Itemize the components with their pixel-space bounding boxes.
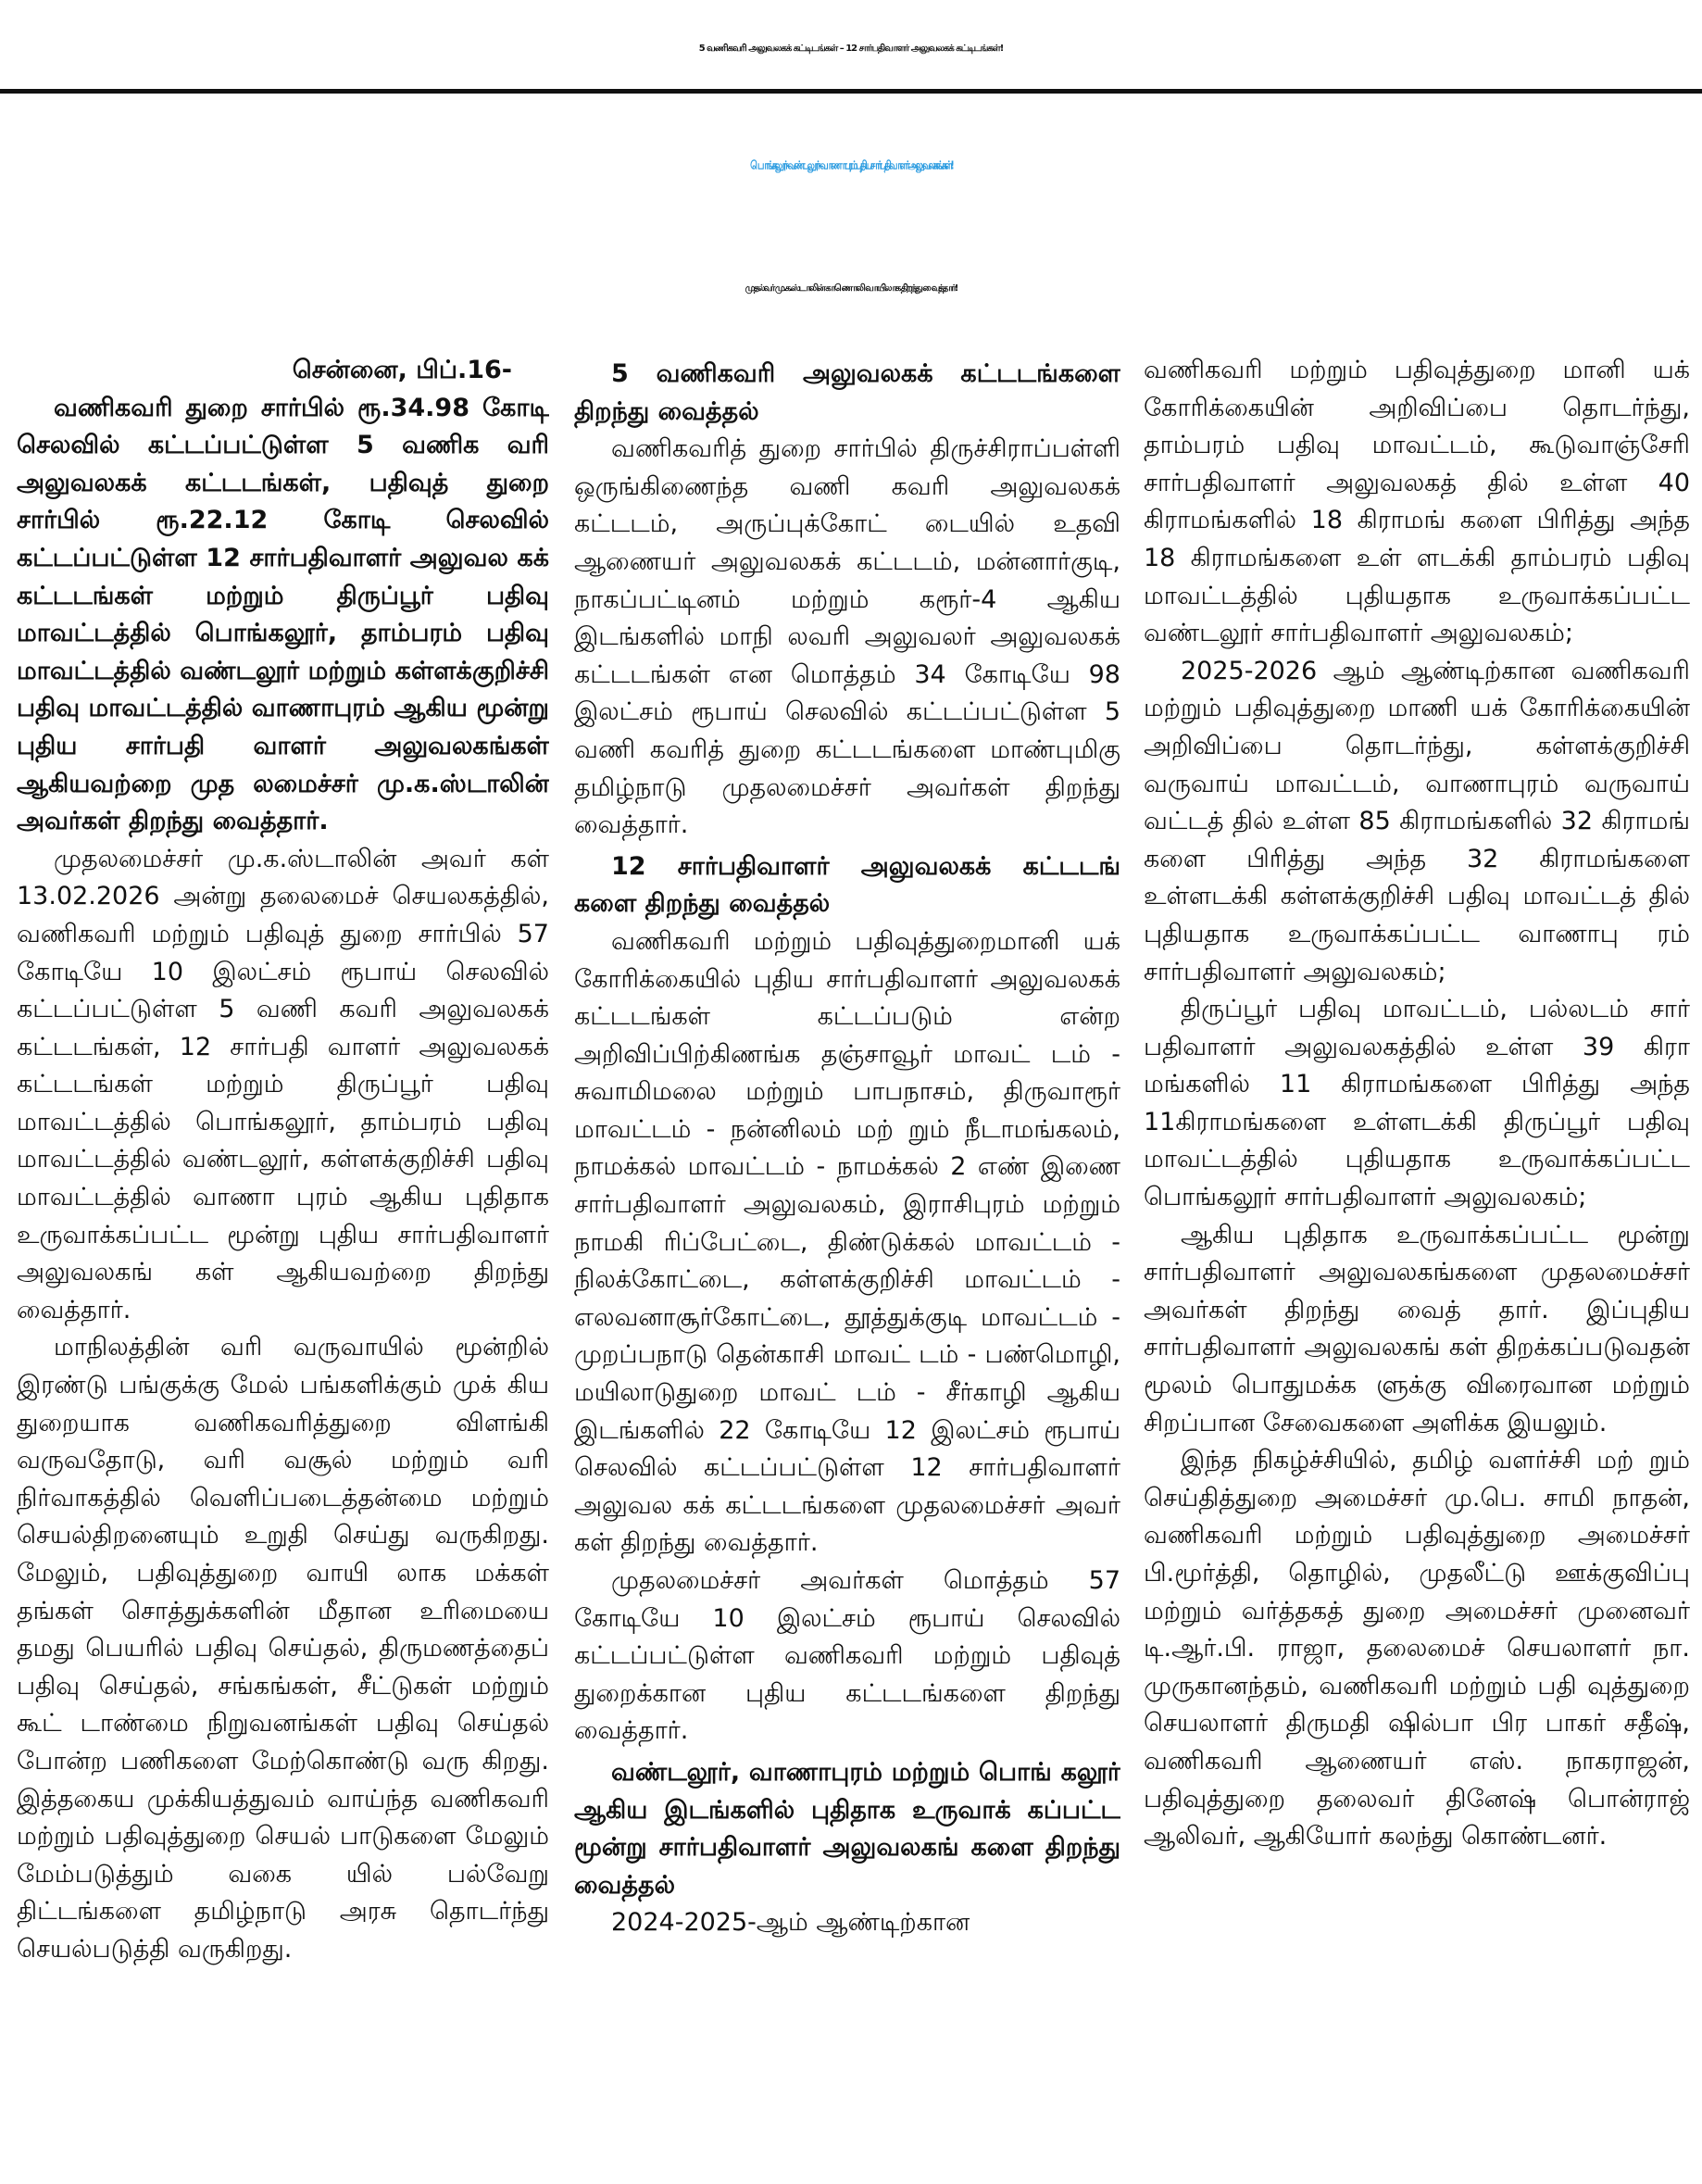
body-paragraph: வணிகவரி மற்றும் பதிவுத்துறை மானி யக் கோரிக்கையின் அறிவிப்பை தொடர்ந்து, தாம்பரம் பதிவு மாவட்டம், கூடுவாஞ்சேரி சார்பதிவாளர் அலுவலகத் தில் உள்ள 40 கிராமங்களில் 18 கிராமங் களை பிரித்து அந்த 18 கிராமங்களை உள் ளடக்கி தாம்பரம் பதிவு மாவட்டத்தில் புதியதாக உருவாக்கப்பட்ட வண்டலூர் சார்பதிவாளர் அலுவலகம்; bbox=[1144, 356, 1690, 648]
body-paragraph: முதலமைச்சர் மு.க.ஸ்டாலின் அவர் கள் 13.02.2026 அன்று தலைமைச் செயலகத்தில், வணிகவரி மற்றும் பதிவுத் துறை சார்பில் 57 கோடியே 10 இலட்சம் ரூபாய் செலவில் கட்டப்பட்டுள்ள 5 வணி கவரி அலுவலகக் கட்டடங்கள், 12 சார்பதி வாளர் அலுவலகக் கட்டடங்கள் மற்றும் திருப்பூர் பதிவு மாவட்டத்தில் பொங்கலூர், தாம்பரம் பதிவு மாவட்டத்தில் வண்டலூர், கள்ளக்குறிச்சி பதிவு மாவட்டத்தில் வாணா புரம் ஆகிய புதிதாக உருவாக்கப்பட்ட மூன்று புதிய சார்பதிவாளர் அலுவலகங் கள் ஆகியவற்றை திறந்து வைத்தார். bbox=[17, 844, 549, 1324]
body-paragraph: ஆகிய புதிதாக உருவாக்கப்பட்ட மூன்று சார்பதிவாளர் அலுவலகங்களை முதலமைச்சர் அவர்கள் திறந்து வைத் தார். இப்புதிய சார்பதிவாளர் அலுவலகங் கள் திறக்கப்படுவதன் மூலம் பொதுமக்க ளுக்கு விரைவான மற்றும் சிறப்பான சேவைகளை அளிக்க இயலும். bbox=[1144, 1220, 1690, 1437]
body-paragraph: 2025-2026 ஆம் ஆண்டிற்கான வணிகவரி மற்றும் பதிவுத்துறை மாணி யக் கோரிக்கையின் அறிவிப்பை தொடர்ந்து, கள்ளக்குறிச்சி வருவாய் மாவட்டம், வாணாபுரம் வருவாய் வட்டத் தில் உள்ள 85 கிராமங்களில் 32 கிராமங் களை பிரித்து அந்த 32 கிராமங்களை உள்ளடக்கி கள்ளக்குறிச்சி பதிவு மாவட்டத் தில் புதியதாக உருவாக்கப்பட்ட வாணாபு ரம் சார்பதிவாளர் அலுவலகம்; bbox=[1144, 656, 1690, 986]
dateline: சென்னை, பிப்.16- bbox=[292, 356, 512, 384]
body-paragraph: முதலமைச்சர் அவர்கள் மொத்தம் 57 கோடியே 10 இலட்சம் ரூபாய் செலவில் கட்டப்பட்டுள்ள வணிகவரி மற்றும் பதிவுத் துறைக்கான புதிய கட்டடங்களை திறந்து வைத்தார். bbox=[574, 1566, 1120, 1746]
body-paragraph: திருப்பூர் பதிவு மாவட்டம், பல்லடம் சார் பதிவாளர் அலுவலகத்தில் உள்ள 39 கிரா மங்களில் 11 கிராமங்களை பிரித்து அந்த 11கிராமங்களை உள்ளடக்கி திருப்பூர் பதிவு மாவட்டத்தில் புதியதாக உருவாக்கப்பட்ட பொங்கலூர் சார்பதிவாளர் அலுவலகம்; bbox=[1144, 995, 1690, 1212]
body-paragraph: வணிகவரி மற்றும் பதிவுத்துறைமானி யக் கோரிக்கையில் புதிய சார்பதிவாளர் அலுவலகக் கட்டடங்கள் கட்டப்படும் என்ற அறிவிப்பிற்கிணங்க தஞ்சாவூர் மாவட் டம் - சுவாமிமலை மற்றும் பாபநாசம், திருவாரூர் மாவட்டம் - நன்னிலம் மற் றும் நீடாமங்கலம், நாமக்கல் மாவட்டம் - நாமக்கல் 2 எண் இணை சார்பதிவாளர் அலுவலகம், இராசிபுரம் மற்றும் நாமகி ரிப்பேட்டை, திண்டுக்கல் மாவட்டம் - நிலக்கோட்டை, கள்ளக்குறிச்சி மாவட்டம் - எலவனாசூர்கோட்டை, தூத்துக்குடி மாவட்டம் - முறப்பநாடு தென்காசி மாவட் டம் - பண்மொழி, மயிலாடுதுறை மாவட் டம் - சீர்காழி ஆகிய இடங்களில் 22 கோடியே 12 இலட்சம் ரூபாய் செலவில் கட்டப்பட்டுள்ள 12 சார்பதிவாளர் அலுவல கக் கட்டடங்களை முதலமைச்சர் அவர் கள் திறந்து வைத்தார். bbox=[574, 926, 1120, 1558]
lead-paragraph: வணிகவரி துறை சார்பில் ரூ.34.98 கோடி செலவில் கட்டப்பட்டுள்ள 5 வணிக வரி அலுவலகக் கட்டடங்கள், பதிவுத் துறை சார்பில் ரூ.22.12 கோடி செலவில் கட்டப்பட்டுள்ள 12 சார்பதிவாளர் அலுவல கக் கட்டடங்கள் மற்றும் திருப்பூர் பதிவு மாவட்டத்தில் பொங்கலூர், தாம்பரம் பதிவு மாவட்டத்தில் வண்டலூர் மற்றும் கள்ளக்குறிச்சி பதிவு மாவட்டத்தில் வாணாபுரம் ஆகிய மூன்று புதிய சார்பதி வாளர் அலுவலகங்கள் ஆகியவற்றை முத லமைச்சர் மு.க.ஸ்டாலின் அவர்கள் திறந்து வைத்தார். bbox=[17, 393, 549, 836]
body-paragraph: இந்த நிகழ்ச்சியில், தமிழ் வளர்ச்சி மற் றும் செய்தித்துறை அமைச்சர் மு.பெ. சாமி நாதன், வணிகவரி மற்றும் பதிவுத்துறை அமைச்சர் பி.மூர்த்தி, தொழில், முதலீட்டு ஊக்குவிப்பு மற்றும் வர்த்தகத் துறை அமைச்சர் முனைவர் டி.ஆர்.பி. ராஜா, தலைமைச் செயலாளர் நா. முருகானந்தம், வணிகவரி மற்றும் பதி வுத்துறை செயலாளர் திருமதி ஷில்பா பிர பாகர் சதீஷ், வணிகவரி ஆணையர் எஸ். நாகராஜன், பதிவுத்துறை தலைவர் தினேஷ் பொன்ராஜ் ஆலிவர், ஆகியோர் கலந்து கொண்டனர். bbox=[1144, 1446, 1690, 1851]
section-heading: வண்டலூர், வாணாபுரம் மற்றும் பொங் கலூர் ஆகிய இடங்களில் புதிதாக உருவாக் கப்பட்ட மூன்று சார்பதிவாளர் அலுவலகங் களை திறந்து வைத்தல் bbox=[574, 1757, 1120, 1900]
top-headline: 5 வணிகவரி அலுவலகக் கட்டிடங்கள் – 12 சார்பதிவாளர் அலுவலகக் கட்டிடங்கள்! bbox=[698, 44, 1004, 54]
main-headline: பொங்கலூர் - வண்டலூர் - வாணாபுரம் புதிய சார் பதிவாளர் அலுவலகங்கள்! bbox=[750, 159, 952, 173]
article-column-3 bbox=[1144, 352, 1690, 2175]
sub-headline: முதல்வர் மு.க.ஸ்டாலின் காணொலி வாயிலாக திறந்து வைத்தார்! bbox=[745, 283, 957, 294]
body-paragraph: மாநிலத்தின் வரி வருவாயில் மூன்றில் இரண்டு பங்குக்கு மேல் பங்களிக்கும் முக் கிய துறையாக வணிகவரித்துறை விளங்கி வருவதோடு, வரி வசூல் மற்றும் வரி நிர்வாகத்தில் வெளிப்படைத்தன்மை மற்றும் செயல்திறனையும் உறுதி செய்து வருகிறது. மேலும், பதிவுத்துறை வாயி லாக மக்கள் தங்கள் சொத்துக்களின் மீதான உரிமையை தமது பெயரில் பதிவு செய்தல், திருமணத்தைப் பதிவு செய்தல், சங்கங்கள், சீட்டுகள் மற்றும் கூட் டாண்மை நிறுவனங்கள் பதிவு செய்தல் போன்ற பணிகளை மேற்கொண்டு வரு கிறது. இத்தகைய முக்கியத்துவம் வாய்ந்த வணிகவரி மற்றும் பதிவுத்துறை செயல் பாடுகளை மேலும் மேம்படுத்தும் வகை யில் பல்வேறு திட்டங்களை தமிழ்நாடு அரசு தொடர்ந்து செயல்படுத்தி வருகிறது. bbox=[17, 1333, 549, 1964]
article-column-1 bbox=[17, 352, 549, 2175]
body-paragraph: வணிகவரித் துறை சார்பில் திருச்சிராப்பள்ளி ஒருங்கிணைந்த வணி கவரி அலுவலகக் கட்டடம், அருப்புக்கோட் டையில் உதவி ஆணையர் அலுவலகக் கட்டடம், மன்னார்குடி, நாகப்பட்டினம் மற்றும் கரூர்-4 ஆகிய இடங்களில் மாநி லவரி அலுவலர் அலுவலகக் கட்டடங்கள் என மொத்தம் 34 கோடியே 98 இலட்சம் ரூபாய் செலவில் கட்டப்பட்டுள்ள 5 வணி கவரித் துறை கட்டடங்களை மாண்புமிகு தமிழ்நாடு முதலமைச்சர் அவர்கள் திறந்து வைத்தார். bbox=[574, 434, 1120, 840]
section-heading: 12 சார்பதிவாளர் அலுவலகக் கட்டடங் களை திறந்து வைத்தல் bbox=[574, 851, 1120, 919]
article-column-2 bbox=[574, 352, 1120, 2175]
body-paragraph: 2024-2025-ஆம் ஆண்டிற்கான bbox=[611, 1908, 970, 1938]
section-heading: 5 வணிகவரி அலுவலகக் கட்டடங்களை திறந்து வைத்தல் bbox=[574, 359, 1120, 426]
